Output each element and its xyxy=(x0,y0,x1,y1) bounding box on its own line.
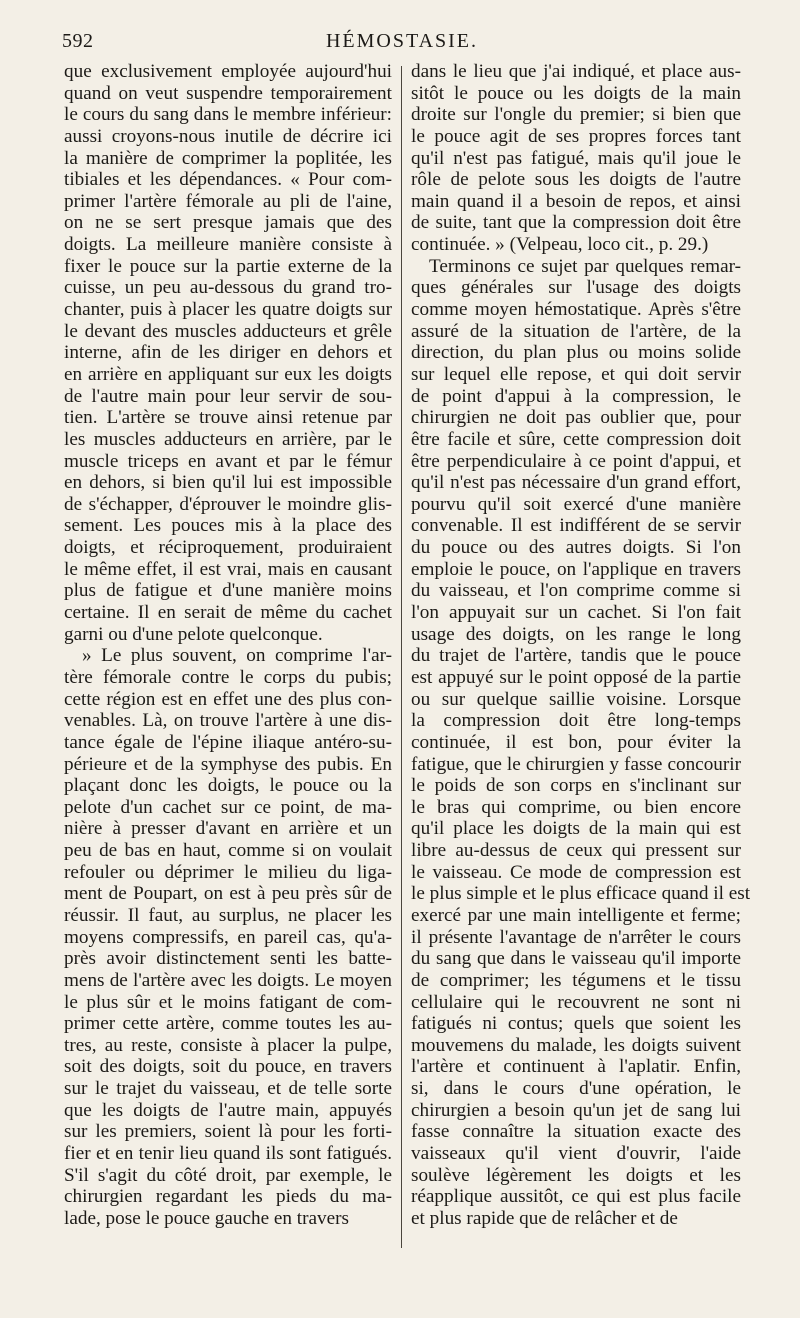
text-line: la compression doit être long-temps xyxy=(411,710,741,732)
text-line: est appuyé sur le point opposé de la partie xyxy=(411,666,741,688)
text-line: tibiales et les dépendances. « Pour com- xyxy=(64,169,392,191)
text-line: et plus rapide que de relâcher et de xyxy=(411,1207,678,1229)
page-header xyxy=(62,30,742,60)
text-line: en dehors, si bien qu'il lui est impossible xyxy=(64,472,392,494)
text-line: » Le plus souvent, on comprime l'ar- xyxy=(82,645,392,667)
text-line: sement. Les pouces mis à la place des xyxy=(64,515,392,537)
text-line: lade, pose le pouce gauche en travers xyxy=(64,1207,350,1229)
text-line: quand on veut suspendre temporairement xyxy=(64,82,392,104)
text-line: le même effet, il est vrai, mais en causant xyxy=(64,558,392,580)
text-line: réapplique aussitôt, ce qui est plus facile xyxy=(411,1186,741,1208)
text-line: pourvu qu'il soit exercé d'une manière xyxy=(411,493,741,515)
text-line: la manière de comprimer la poplitée, les xyxy=(64,147,392,169)
text-line: peu de bas en haut, comme si on voulait xyxy=(64,840,392,862)
text-line: S'il s'agit du côté droit, par exemple, le xyxy=(64,1164,392,1186)
running-head: HÉMOSTASIE. xyxy=(325,30,479,52)
text-line: emploie le pouce, on l'applique en travers xyxy=(411,558,741,580)
text-line: être perpendiculaire à ce point d'appui, et xyxy=(411,450,741,472)
text-line: cette région est en effet une des plus con- xyxy=(64,688,392,710)
text-line: usage des doigts, on les range le long xyxy=(411,623,741,645)
text-line: tance égale de l'épine iliaque antéro-su- xyxy=(64,731,392,753)
text-line: fatigués ni contus; quels que soient les xyxy=(411,1013,741,1035)
text-line: dans le lieu que j'ai indiqué, et place aus- xyxy=(411,61,741,82)
text-line: sitôt le pouce ou les doigts de la main xyxy=(411,82,741,104)
text-line: fier et en tenir lieu quand ils sont fatigués. xyxy=(64,1143,392,1165)
text-line: de point d'appui à la compression, le xyxy=(411,385,741,407)
text-line: mouvemens du malade, les doigts suivent xyxy=(411,1034,741,1056)
text-line: Terminons ce sujet par quelques remar- xyxy=(429,255,741,277)
text-line: mens de l'artère avec les doigts. Le moyen xyxy=(64,969,392,991)
text-line: tère fémorale contre le corps du pubis; xyxy=(64,666,392,688)
text-line: il présente l'avantage de n'arrêter le cours xyxy=(411,926,741,948)
text-line: l'artère et continuent à l'aplatir. Enfin, xyxy=(411,1056,741,1078)
text-line: le devant des muscles adducteurs et grêle xyxy=(64,320,392,342)
text-line: que les doigts de l'autre main, appuyés xyxy=(64,1099,392,1121)
text-line: cellulaire qui le recouvrent ne sont ni xyxy=(411,991,741,1013)
left-column xyxy=(64,61,392,1230)
text-line: le plus simple et le plus efficace quand il est xyxy=(411,883,751,905)
right-column xyxy=(411,61,751,1230)
text-line: assuré de la situation de l'artère, de la xyxy=(411,320,741,342)
text-line: sur lequel elle repose, et qui doit servir xyxy=(411,363,741,385)
text-line: ques générales sur l'usage des doigts xyxy=(411,277,741,299)
text-line: aussi croyons-nous inutile de décrire ici xyxy=(64,125,392,147)
text-line: qu'il n'est pas nécessaire d'un grand effort, xyxy=(411,472,741,494)
text-line: de s'échapper, d'éprouver le moindre glis- xyxy=(64,493,392,515)
text-line: si, dans le cours d'une opération, le xyxy=(411,1078,741,1100)
text-line: soulève légèrement les doigts et les xyxy=(411,1164,741,1186)
text-line: le vaisseau. Ce mode de compression est xyxy=(411,861,741,883)
text-line: près avoir distinctement senti les batte- xyxy=(64,948,392,970)
text-line: tres, au reste, consiste à placer la pulpe, xyxy=(64,1034,392,1056)
text-line: garni ou d'une pelote quelconque. xyxy=(64,623,323,645)
text-line: en arrière en appliquant sur eux les doigts xyxy=(64,363,392,385)
text-line: qu'il n'est pas fatigué, mais qu'il joue le xyxy=(411,147,741,169)
text-line: réussir. Il faut, au surplus, ne placer les xyxy=(64,904,392,926)
text-line: convenable. Il est indifférent de se servir xyxy=(411,515,741,537)
text-line: venables. Là, on trouve l'artère à une dis- xyxy=(64,710,392,732)
text-line: primer cette artère, comme toutes les au- xyxy=(64,1013,392,1035)
text-line: de suite, tant que la compression doit être xyxy=(411,212,741,234)
text-line: moyens compressifs, en pareil cas, qu'a- xyxy=(64,926,392,948)
text-line: fixer le pouce sur la partie externe de la xyxy=(64,255,392,277)
text-line: de l'autre main pour leur servir de sou- xyxy=(64,385,392,407)
text-line: plaçant donc les doigts, le pouce ou la xyxy=(64,775,392,797)
text-line: chirurgien a besoin qu'un jet de sang lui xyxy=(411,1099,741,1121)
text-line: de comprimer; les tégumens et le tissu xyxy=(411,969,741,991)
text-line: continuée. » (Velpeau, loco cit., p. 29.) xyxy=(411,234,709,256)
text-line: direction, du plan plus ou moins solide xyxy=(411,342,741,364)
text-line: continuée, il est bon, pour éviter la xyxy=(411,731,741,753)
text-line: chanter, puis à placer les quatre doigts sur xyxy=(64,299,392,321)
text-line: que exclusivement employée aujourd'hui xyxy=(64,61,392,82)
text-line: du pouce ou des autres doigts. Si l'on xyxy=(411,537,741,559)
text-line: le cours du sang dans le membre inférieur: xyxy=(64,104,392,126)
text-line: chirurgien regardant les pieds du ma- xyxy=(64,1186,392,1208)
text-line: exercé par une main intelligente et ferme; xyxy=(411,904,741,926)
text-line: être facile et sûre, cette compression doit xyxy=(411,428,741,450)
text-line: cuisse, un peu au-dessous du grand tro- xyxy=(64,277,392,299)
text-line: les muscles adducteurs en arrière, par le xyxy=(64,428,392,450)
text-line: rôle de pelote sous les doigts de l'autre xyxy=(411,169,741,191)
text-line: ou sur quelque saillie voisine. Lorsque xyxy=(411,688,741,710)
page-number: 592 xyxy=(62,30,94,52)
text-line: sur le trajet du vaisseau, et de telle sorte xyxy=(64,1078,392,1100)
text-line: plus de fatigue et d'une manière moins xyxy=(64,580,392,602)
text-line: fatigue, que le chirurgien y fasse concourir xyxy=(411,753,741,775)
text-line: chirurgien ne doit pas oublier que, pour xyxy=(411,407,741,429)
text-line: le poids de son corps en s'inclinant sur xyxy=(411,775,741,797)
text-line: nière à presser d'avant en arrière et un xyxy=(64,818,392,840)
text-line: le plus sûr et le moins fatigant de com- xyxy=(64,991,392,1013)
text-line: fasse connaître la situation exacte des xyxy=(411,1121,741,1143)
text-line: primer l'artère fémorale au pli de l'aine, xyxy=(64,190,392,212)
text-line: droite sur l'ongle du premier; si bien que xyxy=(411,104,741,126)
text-line: interne, afin de les diriger en dehors et xyxy=(64,342,392,364)
text-line: pelote d'un cachet sur ce point, de ma- xyxy=(64,796,392,818)
text-line: on ne se sert presque jamais que des xyxy=(64,212,392,234)
text-line: libre au-dessus de ceux qui pressent sur xyxy=(411,840,741,862)
text-line: périeure et de la symphyse des pubis. En xyxy=(64,753,392,775)
text-line: du trajet de l'artère, tandis que le pouce xyxy=(411,645,741,667)
text-line: sur les premiers, soient là pour les forti- xyxy=(64,1121,392,1143)
text-line: soit des doigts, soit du pouce, en travers xyxy=(64,1056,392,1078)
text-line: l'on appuyait sur un cachet. Si l'on fait xyxy=(411,602,741,624)
text-line: comme moyen hémostatique. Après s'être xyxy=(411,299,741,321)
text-line: doigts, et réciproquement, produiraient xyxy=(64,537,392,559)
text-line: qu'il place les doigts de la main qui est xyxy=(411,818,741,840)
text-line: tien. L'artère se trouve ainsi retenue par xyxy=(64,407,392,429)
text-line: refouler ou déprimer le milieu du liga- xyxy=(64,861,392,883)
column-divider xyxy=(401,66,402,1248)
text-line: du sang que dans le vaisseau qu'il importe xyxy=(411,948,741,970)
text-line: vaisseaux qu'il vient d'ouvrir, l'aide xyxy=(411,1143,741,1165)
text-line: main quand il a besoin de repos, et ainsi xyxy=(411,190,741,212)
text-line: du vaisseau, et l'on comprime comme si xyxy=(411,580,741,602)
text-line: le pouce agit de ses propres forces tant xyxy=(411,125,741,147)
text-line: certaine. Il en serait de même du cachet xyxy=(64,602,392,624)
text-line: le bras qui comprime, ou bien encore xyxy=(411,796,741,818)
text-line: muscle triceps en avant et par le fémur xyxy=(64,450,392,472)
text-line: ment de Poupart, on est à peu près sûr de xyxy=(64,883,392,905)
text-line: doigts. La meilleure manière consiste à xyxy=(64,234,392,256)
